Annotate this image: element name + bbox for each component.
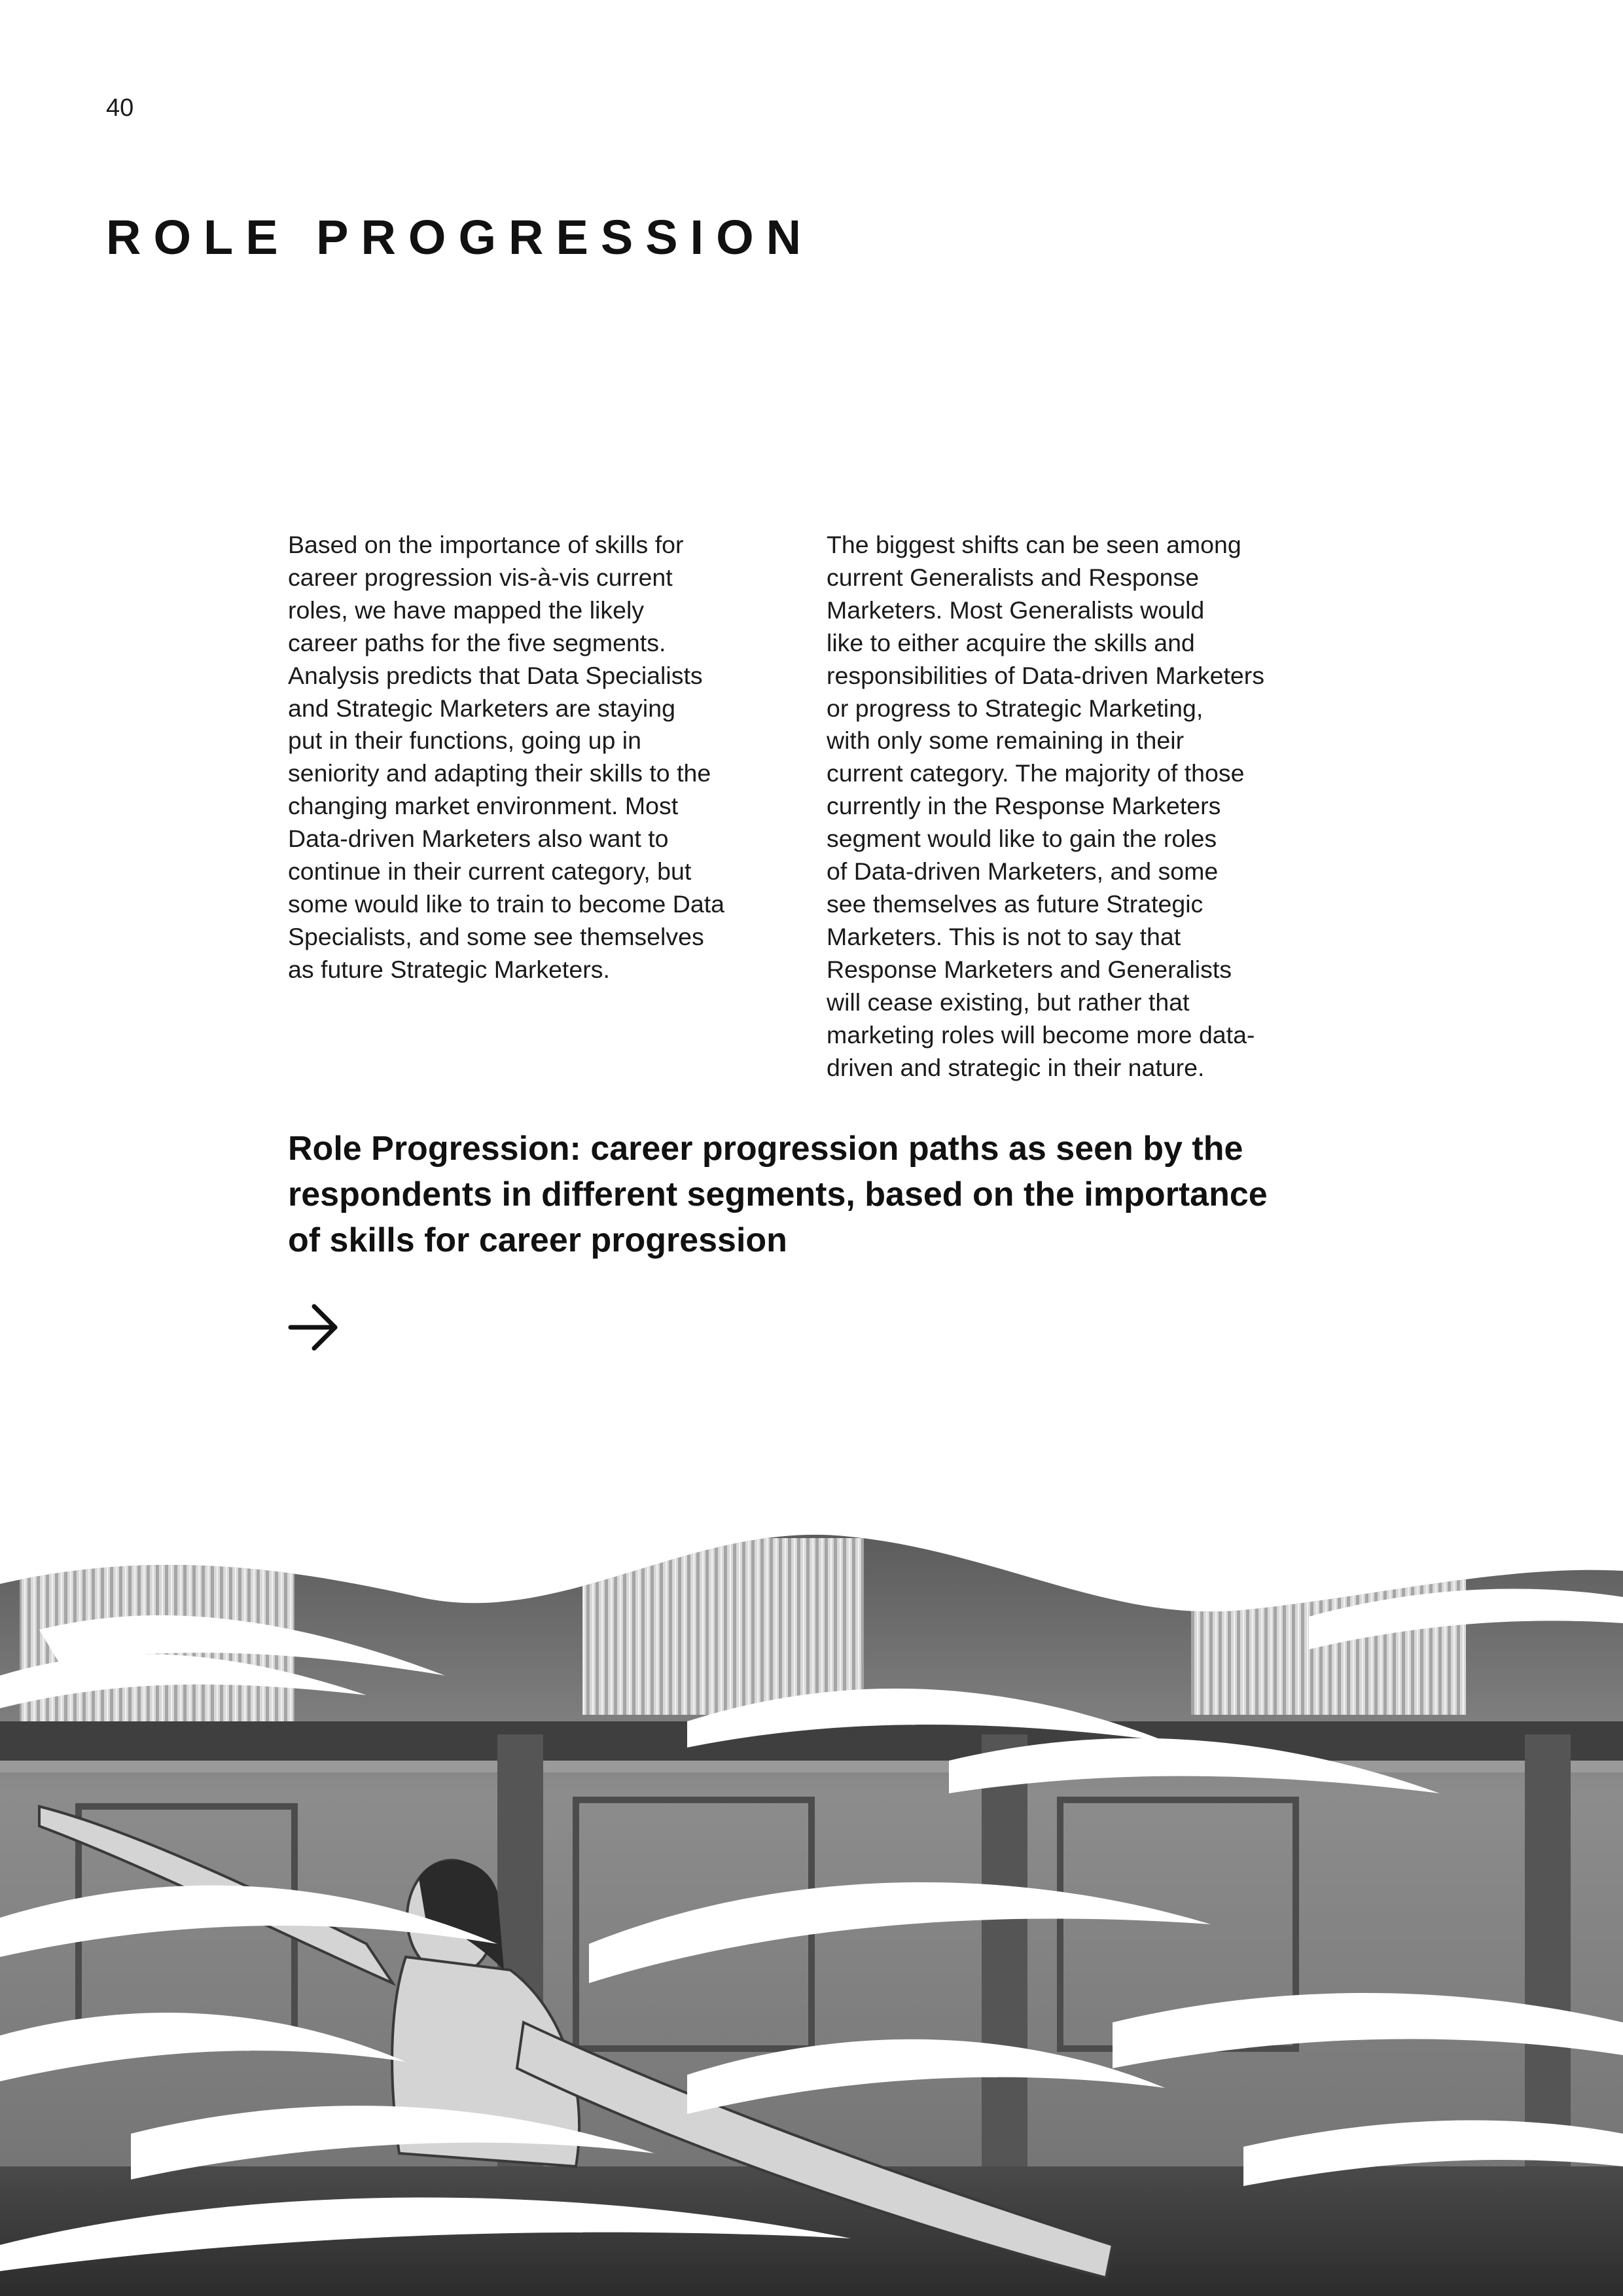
caption-line: of skills for career progression (288, 1221, 787, 1259)
body-line: some would like to train to become Data (288, 889, 724, 918)
body-line: Data-driven Marketers also want to (288, 825, 669, 853)
body-line: of Data-driven Marketers, and some (827, 857, 1219, 886)
body-line: currently in the Response Marketers (827, 792, 1221, 820)
body-line: The biggest shifts can be seen among (827, 531, 1241, 558)
body-line: like to either acquire the skills and (827, 628, 1195, 656)
body-line: career paths for the five segments. (288, 628, 666, 656)
body-line: seniority and adapting their skills to the (288, 759, 711, 787)
body-line: continue in their current category, but (288, 857, 692, 886)
body-line: driven and strategic in their nature. (827, 1053, 1205, 1081)
body-line: marketing roles will become more data- (827, 1020, 1255, 1049)
body-line: put in their functions, going up in (288, 726, 641, 755)
body-line: roles, we have mapped the likely (288, 596, 645, 624)
page-title: ROLE PROGRESSION (106, 210, 814, 264)
body-line: Marketers. Most Generalists would (827, 596, 1205, 624)
body-line: segment would like to gain the roles (827, 825, 1217, 853)
body-column-right (827, 529, 1335, 1084)
body-line: Marketers. This is not to say that (827, 922, 1181, 950)
body-line: career progression vis-à-vis current (288, 563, 673, 591)
arrow-right-icon (288, 1301, 340, 1354)
body-line: Analysis predicts that Data Specialists (288, 661, 703, 689)
caption-line: respondents in different segments, based on the importance (288, 1175, 1268, 1213)
dancer-photo (0, 1525, 1623, 2296)
body-line: changing market environment. Most (288, 792, 679, 820)
page-number: 40 (106, 94, 134, 122)
caption-line: Role Progression: career progression paths as seen by the (288, 1130, 1243, 1168)
body-line: with only some remaining in their (827, 726, 1185, 755)
body-line: Based on the importance of skills for (288, 531, 684, 558)
body-line: current category. The majority of those (827, 759, 1245, 787)
body-line: or progress to Strategic Marketing, (827, 694, 1204, 722)
figure-caption (288, 1126, 1348, 1263)
body-line: Response Marketers and Generalists (827, 955, 1232, 983)
body-column-left (288, 529, 796, 1084)
body-line: and Strategic Marketers are staying (288, 694, 675, 722)
body-line: as future Strategic Marketers. (288, 955, 610, 983)
body-line: current Generalists and Response (827, 563, 1200, 591)
body-line: responsibilities of Data-driven Marketers (827, 661, 1265, 689)
body-line: see themselves as future Strategic (827, 889, 1204, 918)
body-line: will cease existing, but rather that (827, 988, 1190, 1016)
body-text (288, 529, 1335, 1084)
body-line: Specialists, and some see themselves (288, 922, 704, 950)
